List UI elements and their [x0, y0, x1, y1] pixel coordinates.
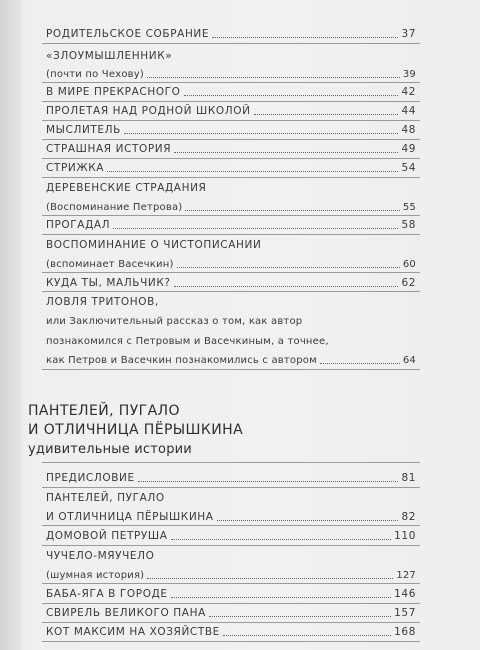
toc-dot-leader — [107, 171, 398, 172]
toc-entry-title: СТРАШНАЯ ИСТОРИЯ — [46, 143, 172, 155]
toc-dot-leader — [174, 286, 399, 287]
toc-entry-page: 54 — [401, 162, 416, 174]
toc-dot-leader — [185, 210, 399, 211]
section-title-line-2: И ОТЛИЧНИЦА ПЁРЫШКИНА — [28, 422, 244, 438]
toc-dot-leader — [138, 481, 399, 482]
toc-entry — [46, 156, 416, 175]
toc-entry-title: (почти по Чехову) — [46, 69, 144, 80]
toc-entry — [46, 290, 416, 309]
toc-entry-title: ЛОВЛЯ ТРИТОНОВ, — [46, 296, 159, 308]
toc-entry — [46, 601, 416, 620]
toc-entry-title: или Заключительный рассказ о том, как автор — [46, 316, 303, 327]
toc-entry-page: 58 — [401, 219, 416, 231]
toc-dot-leader — [320, 363, 400, 364]
toc-entry — [46, 99, 416, 118]
toc-entry — [46, 309, 416, 328]
toc-entry-title: КУДА ТЫ, МАЛЬЧИК? — [46, 277, 171, 289]
toc-dot-leader — [124, 133, 398, 134]
toc-entry-page: 37 — [401, 28, 416, 40]
toc-dot-leader — [147, 578, 393, 579]
toc-entry-title: КОТ МАКСИМ НА ХОЗЯЙСТВЕ — [46, 626, 220, 638]
toc-entry-title: МЫСЛИТЕЛЬ — [46, 124, 121, 136]
toc-dot-leader — [113, 228, 398, 229]
toc-entry-page: 60 — [402, 259, 416, 270]
toc-entry — [46, 544, 416, 563]
toc-entry — [46, 22, 416, 41]
toc-entry-title: ПРОГАДАЛ — [46, 219, 111, 231]
toc-dot-leader — [171, 539, 392, 540]
toc-entry-title: ПАНТЕЛЕЙ, ПУГАЛО — [46, 492, 165, 504]
page-spine-shadow — [0, 0, 22, 650]
toc-entry-page: 44 — [401, 105, 416, 117]
section-title-line-1: ПАНТЕЛЕЙ, ПУГАЛО — [28, 403, 180, 419]
toc-entry — [46, 233, 416, 252]
toc-dot-leader — [254, 114, 399, 115]
toc-entry — [46, 582, 416, 601]
toc-entry — [46, 44, 416, 63]
toc-dot-leader — [212, 37, 398, 38]
toc-entry-title: ЧУЧЕЛО-МЯУЧЕЛО — [46, 550, 155, 562]
toc-entry-page: 42 — [401, 86, 416, 98]
toc-entry — [46, 348, 416, 367]
toc-entry — [46, 176, 416, 195]
toc-entry — [46, 80, 416, 99]
toc-entry-title: ДЕРЕВЕНСКИЕ СТРАДАНИЯ — [46, 182, 207, 194]
toc-entry — [46, 524, 416, 543]
toc-dot-leader — [174, 152, 398, 153]
toc-entry — [46, 486, 416, 505]
toc-dot-leader — [177, 267, 400, 268]
toc-entry-page: 62 — [401, 277, 416, 289]
toc-entry-title: «ЗЛОУМЫШЛЕННИК» — [46, 50, 173, 62]
toc-rule — [42, 369, 420, 370]
toc-entry-page: 146 — [394, 588, 416, 600]
toc-entry-title: (Воспоминание Петрова) — [46, 202, 183, 213]
toc-entry-title: как Петров и Васечкин познакомились с автором — [46, 355, 317, 366]
toc-entry-title: СТРИЖКА — [46, 162, 105, 174]
toc-dot-leader — [217, 520, 399, 521]
toc-entry-page: 49 — [401, 143, 416, 155]
toc-dot-leader — [223, 635, 391, 636]
toc-entry-page: 168 — [394, 626, 416, 638]
toc-entry-title: (вспоминает Васечкин) — [46, 259, 174, 270]
toc-entry-page: 64 — [402, 355, 416, 366]
toc-entry-title: ПРЕДИСЛОВИЕ — [46, 472, 135, 484]
toc-entry-title: (шумная история) — [46, 570, 145, 581]
toc-dot-leader — [184, 95, 399, 96]
toc-entry-page: 110 — [394, 530, 416, 542]
toc-entry — [46, 195, 416, 214]
toc-entry — [46, 252, 416, 271]
toc-entry — [46, 118, 416, 137]
toc-entry-title: познакомился с Петровым и Васечкиным, а точнее, — [46, 336, 329, 347]
toc-entry-title: ПРОЛЕТАЯ НАД РОДНОЙ ШКОЛОЙ — [46, 105, 251, 117]
toc-entry — [46, 620, 416, 639]
toc-dot-leader — [147, 77, 400, 78]
toc-dot-leader — [171, 597, 392, 598]
toc-entry-page: 48 — [401, 124, 416, 136]
toc-entry-page: 39 — [402, 69, 416, 80]
toc-entry-page: 82 — [401, 511, 416, 523]
toc-entry-title: БАБА-ЯГА В ГОРОДЕ — [46, 588, 168, 600]
toc-rule — [42, 462, 420, 463]
toc-entry-page: 127 — [396, 570, 416, 581]
toc-entry-title: ВОСПОМИНАНИЕ О ЧИСТОПИСАНИИ — [46, 239, 262, 251]
toc-entry-title: В МИРЕ ПРЕКРАСНОГО — [46, 86, 181, 98]
section-subtitle: удивительные истории — [28, 442, 192, 457]
toc-entry — [46, 505, 416, 524]
toc-entry-page: 157 — [394, 607, 416, 619]
toc-entry — [46, 563, 416, 582]
toc-entry — [46, 62, 416, 81]
toc-entry — [46, 213, 416, 232]
toc-entry-title: СВИРЕЛЬ ВЕЛИКОГО ПАНА — [46, 607, 206, 619]
toc-dot-leader — [209, 616, 391, 617]
toc-entry-page: 81 — [401, 472, 416, 484]
toc-entry-page: 55 — [402, 202, 416, 213]
toc-entry-title: ДОМОВОЙ ПЕТРУША — [46, 530, 168, 542]
toc-entry — [46, 329, 416, 348]
toc-entry-title: И ОТЛИЧНИЦА ПЁРЫШКИНА — [46, 511, 214, 523]
toc-entry-title: РОДИТЕЛЬСКОЕ СОБРАНИЕ — [46, 28, 210, 40]
toc-entry — [46, 271, 416, 290]
toc-entry — [46, 466, 416, 485]
toc-entry — [46, 137, 416, 156]
toc-rule — [42, 641, 420, 642]
